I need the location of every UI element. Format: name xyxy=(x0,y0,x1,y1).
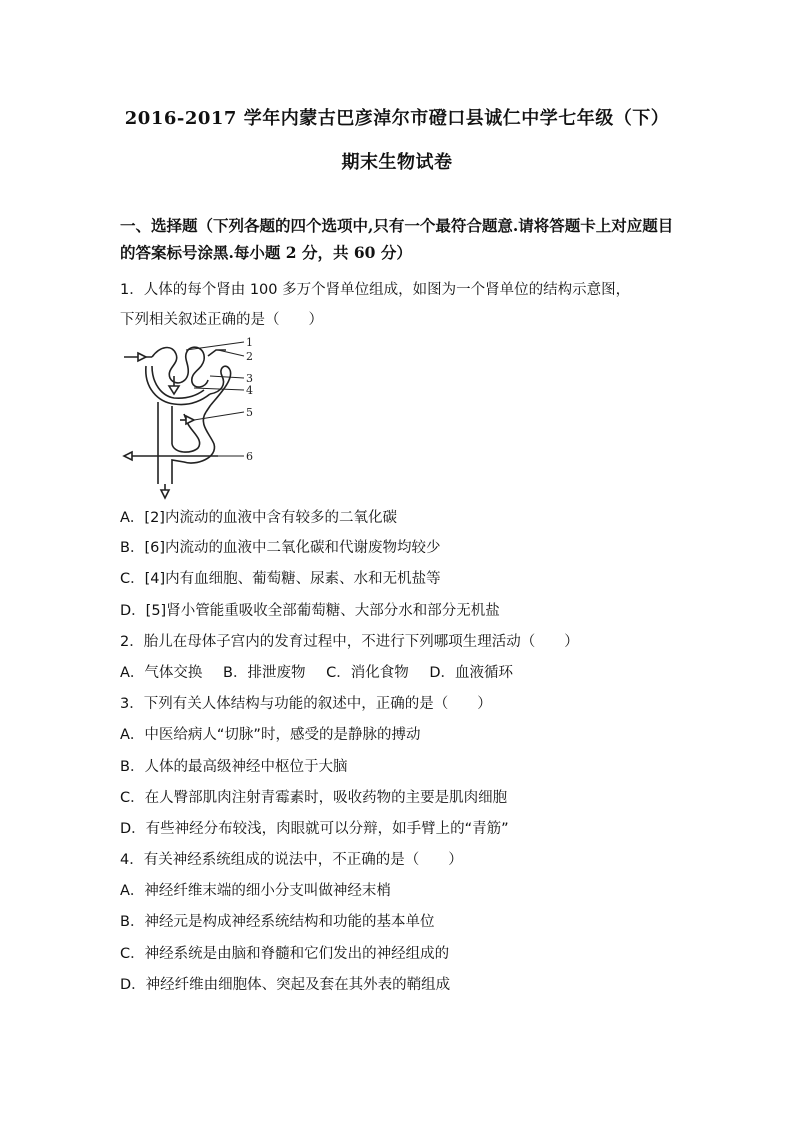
q3-option-d: D．有些神经分布较浅，肉眼就可以分辩，如手臂上的“青筋” xyxy=(120,821,509,837)
q4-stem: 4．有关神经系统组成的说法中，不正确的是（ ） xyxy=(120,852,463,868)
q4-option-a: A．神经纤维末端的细小分支叫做神经末梢 xyxy=(120,883,391,899)
q2-option-a: A．气体交换 xyxy=(120,665,203,681)
q1-option-b: B．[6]内流动的血液中二氧化碳和代谢废物均较少 xyxy=(120,540,441,556)
q2-option-b: B．排泄废物 xyxy=(223,665,306,681)
section-heading: 一、选择题（下列各题的四个选项中,只有一个最符合题意.请将答题卡上对应题目的答案标号涂黑.每小题 2 分，共 60 分） xyxy=(120,216,674,262)
q1-option-a: A．[2]内流动的血液中含有较多的二氧化碳 xyxy=(120,510,397,526)
nephron-diagram xyxy=(118,336,278,502)
q4-option-c: C．神经系统是由脑和脊髓和它们发出的神经组成的 xyxy=(120,946,450,962)
q3-stem: 3．下列有关人体结构与功能的叙述中，正确的是（ ） xyxy=(120,696,492,712)
q1-option-c: C．[4]内有血细胞、葡萄糖、尿素、水和无机盐等 xyxy=(120,571,441,587)
q2-option-d: D．血液循环 xyxy=(429,665,513,681)
q1-stem-line-2: 下列相关叙述正确的是（ ） xyxy=(120,312,323,328)
q2-options-row xyxy=(120,663,513,683)
figure-label-6: 6 xyxy=(246,450,253,463)
q4-option-d: D．神经纤维由细胞体、突起及套在其外表的鞘组成 xyxy=(120,977,451,993)
figure-label-2: 2 xyxy=(246,350,253,363)
q2-option-c: C．消化食物 xyxy=(326,665,409,681)
q4-option-b: B．神经元是构成神经系统结构和功能的基本单位 xyxy=(120,914,435,930)
q3-option-c: C．在人臀部肌肉注射青霉素时，吸收药物的主要是肌肉细胞 xyxy=(120,790,508,806)
figure-label-5: 5 xyxy=(246,406,253,419)
title-line-2: 期末生物试卷 xyxy=(341,152,453,173)
q1-option-d: D．[5]肾小管能重吸收全部葡萄糖、大部分水和部分无机盐 xyxy=(120,603,500,619)
q3-option-b: B．人体的最高级神经中枢位于大脑 xyxy=(120,759,348,775)
figure-label-4: 4 xyxy=(246,384,253,397)
q2-stem: 2．胎儿在母体子宫内的发育过程中，不进行下列哪项生理活动（ ） xyxy=(120,634,579,650)
q3-option-a: A．中医给病人“切脉”时，感受的是静脉的搏动 xyxy=(120,727,421,743)
figure-label-3: 3 xyxy=(246,372,253,385)
q1-stem-line-1: 1．人体的每个肾由 100 多万个肾单位组成，如图为一个肾单位的结构示意图， xyxy=(120,282,631,298)
figure-label-1: 1 xyxy=(246,336,253,349)
title-line-1: 2016-2017 学年内蒙古巴彦淖尔市磴口县诚仁中学七年级（下） xyxy=(124,108,670,129)
